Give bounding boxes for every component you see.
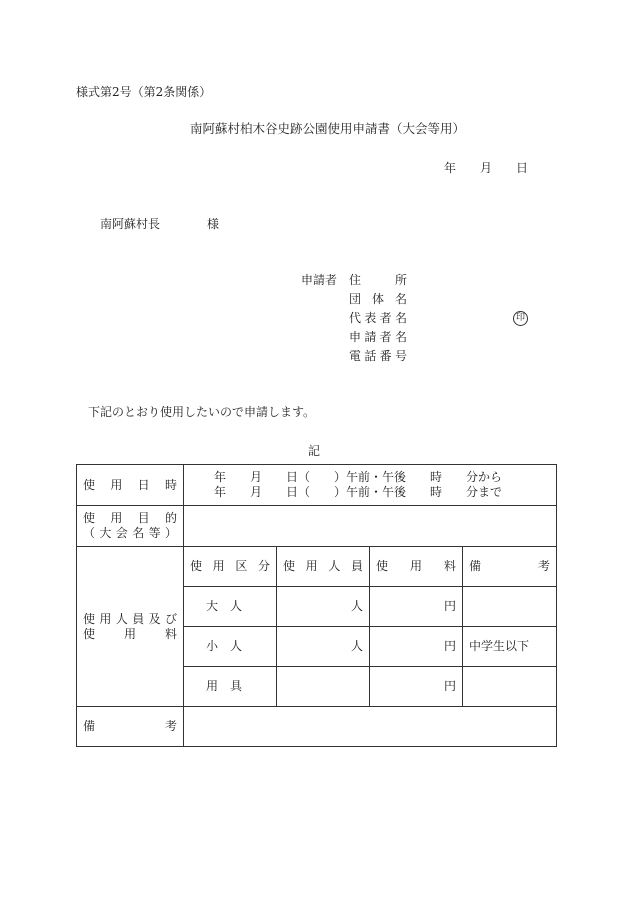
header-fee: 使用料 <box>370 547 463 587</box>
date-year: 年 <box>444 161 457 175</box>
applicant-label: 申請者 <box>301 273 338 287</box>
note-adult[interactable] <box>463 587 557 627</box>
row-purpose <box>77 506 557 547</box>
date-month: 月 <box>480 161 493 175</box>
note-child[interactable]: 中学生以下 <box>463 627 557 667</box>
usage-datetime-label: 使用日時 <box>77 465 184 506</box>
category-adult: 大 人 <box>184 587 277 627</box>
document-title: 南阿蘇村柏木谷史跡公園使用申請書（大会等用） <box>190 121 466 136</box>
note-equipment[interactable] <box>463 667 557 707</box>
intro-text: 下記のとおり使用したいので申請します。 <box>88 405 316 419</box>
date-line-to: 年 月 日（ ）午前・午後 時 分まで <box>214 485 503 499</box>
people-child[interactable]: 人 <box>277 627 370 667</box>
category-equipment: 用 具 <box>184 667 277 707</box>
field-phone: 電話番号 <box>349 349 407 363</box>
date-day: 日 <box>516 161 529 175</box>
people-fee-label: 使用人員及び <box>83 611 177 626</box>
date-line-from: 年 月 日（ ）午前・午後 時 分から <box>214 470 503 484</box>
row-usage-datetime <box>77 465 557 506</box>
header-note: 備考 <box>463 547 557 587</box>
form-number: 様式第2号（第2条関係） <box>76 85 212 99</box>
field-address: 住 所 <box>349 273 407 287</box>
field-applicant-name: 申請者名 <box>349 330 407 344</box>
header-category: 使用区分 <box>184 547 277 587</box>
purpose-value[interactable] <box>184 506 557 547</box>
people-equipment[interactable] <box>277 667 370 707</box>
fee-child[interactable]: 円 <box>370 627 463 667</box>
remarks-label: 備考 <box>77 707 184 747</box>
header-people: 使用人員 <box>277 547 370 587</box>
people-adult[interactable]: 人 <box>277 587 370 627</box>
people-fee-sublabel: 使用料 <box>83 626 177 641</box>
remarks-value[interactable] <box>184 707 557 747</box>
addressee-name: 南阿蘇村長 <box>100 217 161 231</box>
category-child: 小 人 <box>184 627 277 667</box>
row-headers <box>77 547 557 587</box>
application-table <box>76 464 557 747</box>
row-remarks <box>77 707 557 747</box>
addressee-honorific: 様 <box>207 217 220 231</box>
purpose-label: 使用目的 <box>83 511 177 525</box>
seal-mark: 印 <box>513 311 528 326</box>
field-representative: 代表者名 <box>349 311 407 325</box>
field-group: 団体名 <box>349 292 407 306</box>
purpose-sublabel: （大会名等） <box>83 526 177 540</box>
fee-equipment[interactable]: 円 <box>370 667 463 707</box>
ki-heading: 記 <box>308 444 321 458</box>
fee-adult[interactable]: 円 <box>370 587 463 627</box>
